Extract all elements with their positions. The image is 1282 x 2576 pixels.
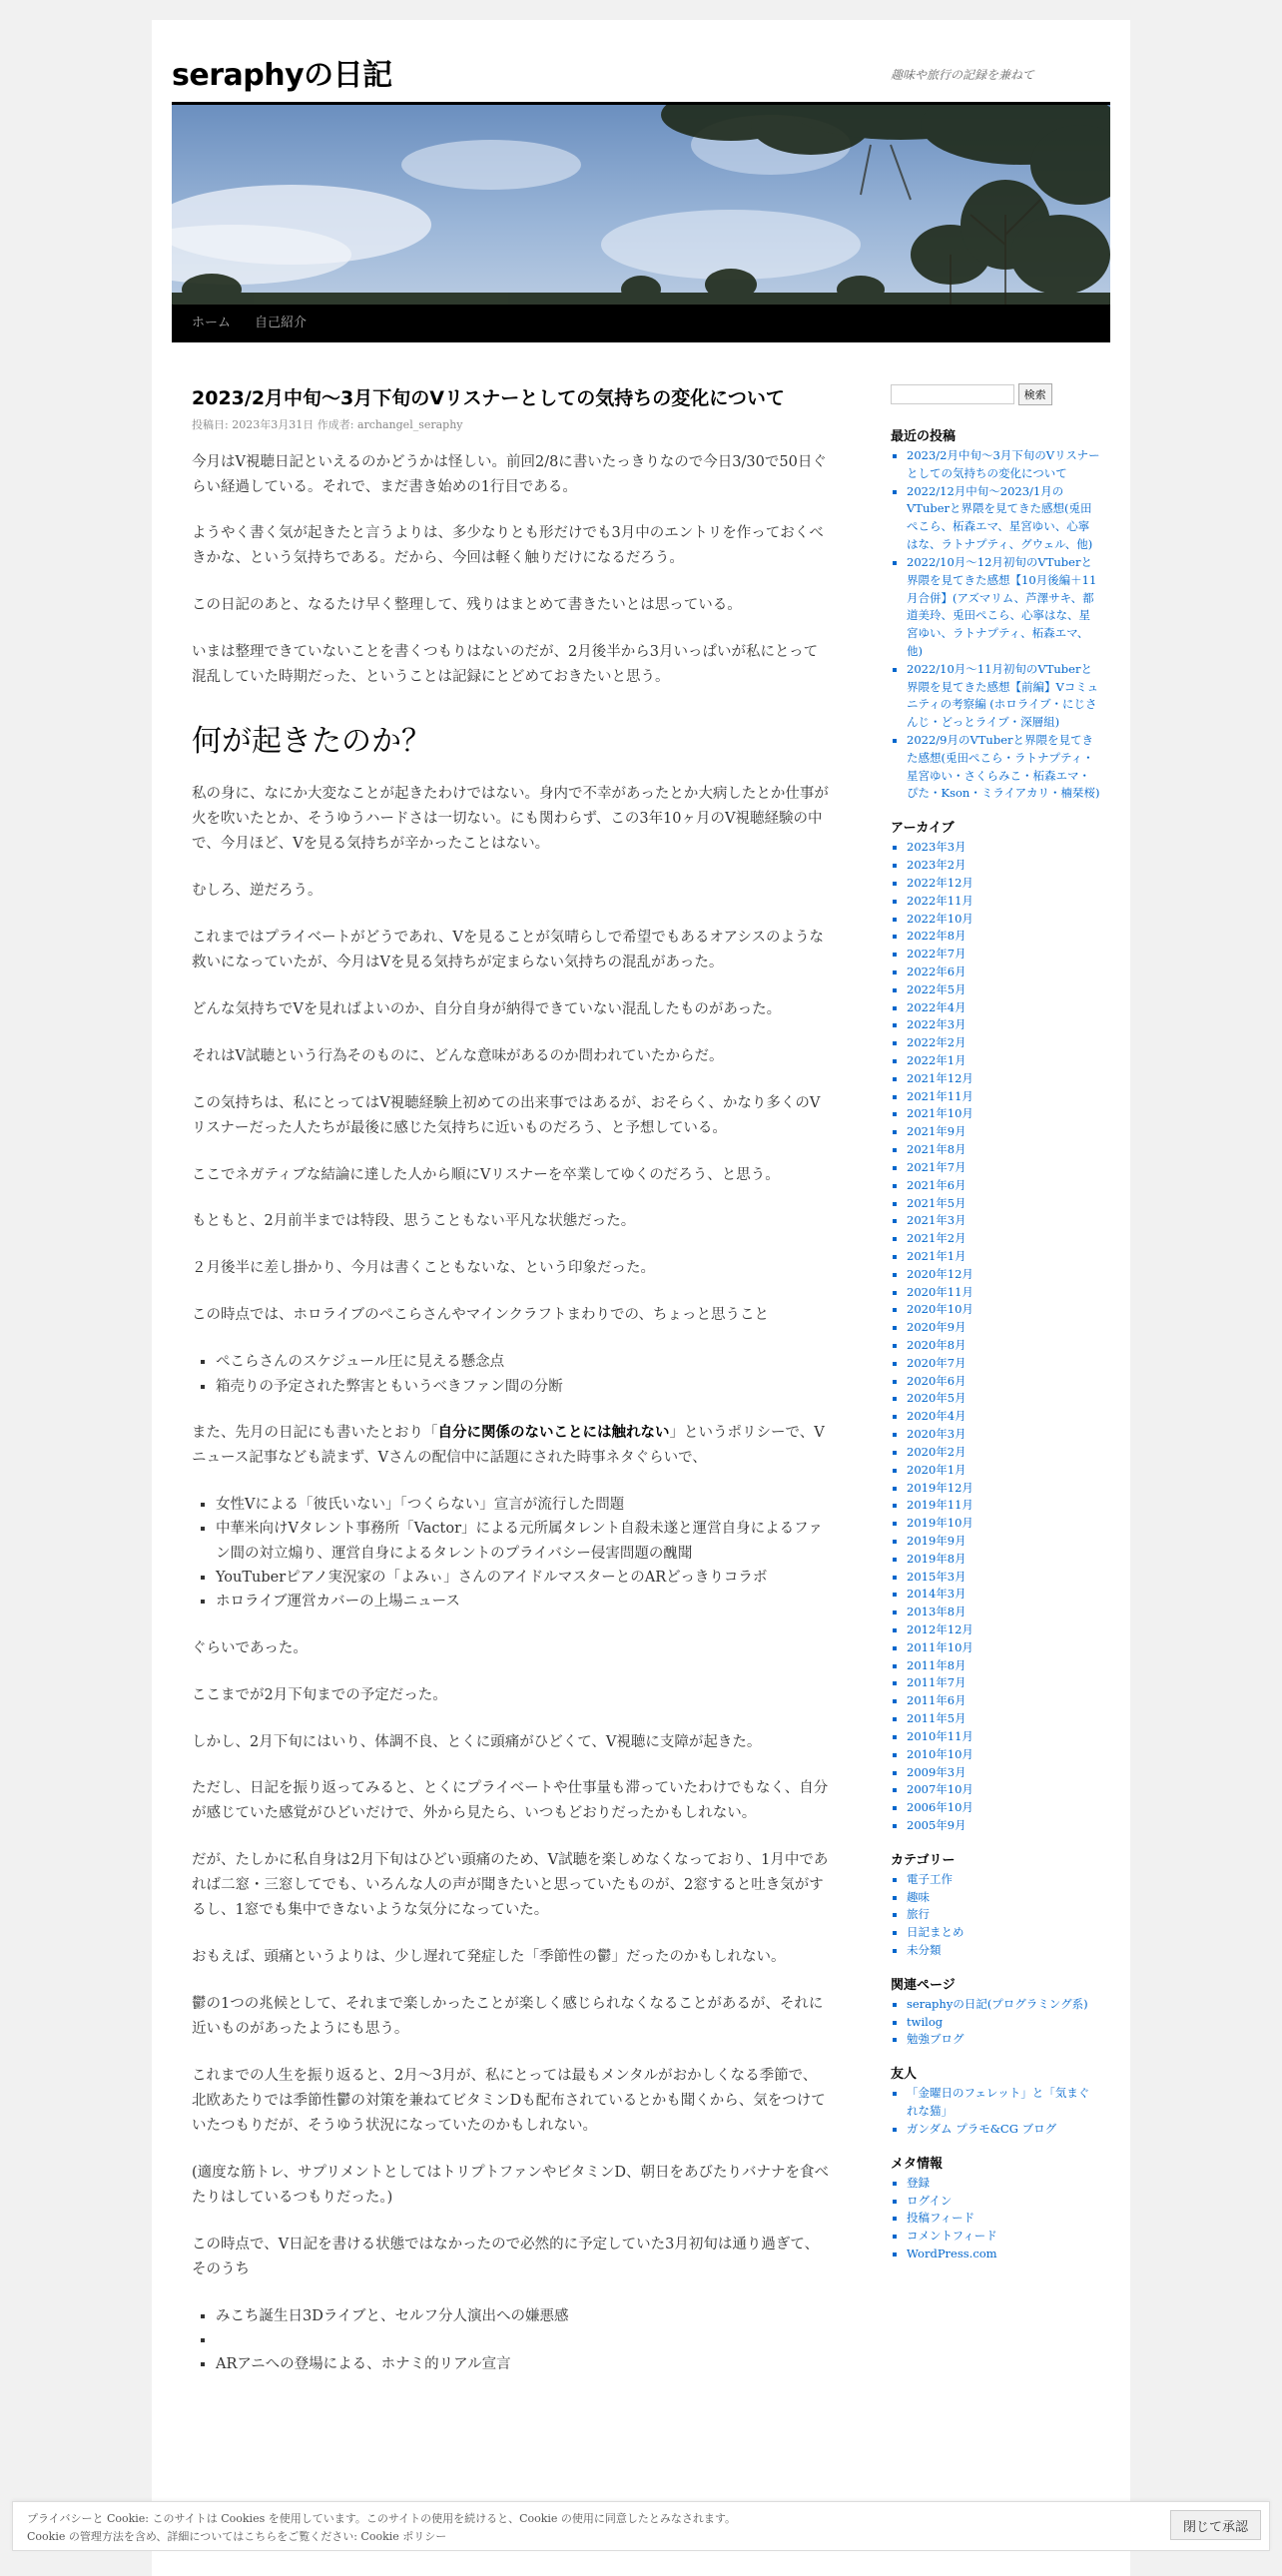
site-description: 趣味や旅行の記録を兼ねて xyxy=(891,68,1034,82)
archive-link[interactable]: 2022年2月 xyxy=(907,1035,966,1050)
archive-link[interactable]: 2021年7月 xyxy=(907,1159,966,1174)
archive-link[interactable]: 2010年10月 xyxy=(907,1746,973,1761)
paragraph: ただし、日記を振り返ってみると、とくにプライベートや仕事量も滞っていたわけでもなく、自分が感じていた感覚がひどいだけで、外から見たら、いつもどおりだったかもしれない。 xyxy=(192,1780,829,1822)
paragraph: だが、たしかに私自身は2月下旬はひどい頭痛のため、V試聴を楽しめなくなっており、1月中であれば二窓・三窓してでも、いろんな人の声が聞きたいと思っていたものが、2窓すると吐き気がするし、1窓でも集中できないような気分になっていた。 xyxy=(192,1852,829,1919)
archive-link[interactable]: 2021年2月 xyxy=(907,1231,966,1246)
sidebar-list-item xyxy=(907,1799,1100,1817)
archive-link[interactable]: 2021年9月 xyxy=(907,1124,966,1139)
archive-link[interactable]: 2020年3月 xyxy=(907,1427,966,1442)
archive-link[interactable]: 2021年10月 xyxy=(907,1106,973,1121)
archive-link[interactable]: 2022年4月 xyxy=(907,999,966,1014)
search-input[interactable] xyxy=(891,384,1014,404)
cookie-line-2 xyxy=(27,2528,1025,2546)
sidebar-list-item xyxy=(907,1195,1100,1213)
archive-link[interactable]: 2021年3月 xyxy=(907,1213,966,1228)
sidebar-list-item xyxy=(907,1462,1100,1480)
archive-link[interactable]: 2020年6月 xyxy=(907,1373,966,1388)
sidebar-list-item xyxy=(907,1497,1100,1515)
sidebar-list-item xyxy=(907,1337,1100,1355)
sidebar-list-item xyxy=(907,1248,1100,1266)
sidebar-list-item xyxy=(907,1781,1100,1799)
nav-home[interactable]: ホーム xyxy=(192,316,232,330)
list-item: ▪ YouTuberピアノ実況家の「よみぃ」さんのアイドルマスターとのARどっきりコラボ xyxy=(216,1566,831,1590)
archive-link[interactable]: 2021年6月 xyxy=(907,1177,966,1192)
sidebar-list-item xyxy=(907,1373,1100,1391)
emphasis-text: 自分に関係のないことには触れない xyxy=(437,1424,670,1441)
sidebar-list-item xyxy=(907,2175,1100,2193)
sidebar-list-item xyxy=(907,1533,1100,1551)
search-button[interactable]: 検索 xyxy=(1018,383,1052,405)
related-list xyxy=(891,1996,1100,2049)
sidebar-list-item xyxy=(907,1692,1100,1710)
archive-link[interactable]: 2022年1月 xyxy=(907,1053,966,1067)
paragraph: 鬱の1つの兆候として、それまで楽しかったことが楽しく感じられなくなることがあるが、それに近いものがあったようにも思う。 xyxy=(192,1996,824,2038)
recent-posts-widget xyxy=(891,425,1100,803)
sidebar-list-item xyxy=(907,999,1100,1017)
sidebar-list-item xyxy=(907,1141,1100,1159)
sidebar-list-item xyxy=(907,1284,1100,1302)
sidebar-list-item xyxy=(907,1906,1100,1924)
post-date-link[interactable]: 2023年3月31日 xyxy=(232,417,315,431)
header-image xyxy=(172,105,1110,305)
meta-link[interactable]: コメントフィード xyxy=(907,2229,997,2244)
sidebar-list-item xyxy=(907,875,1100,893)
archive-link[interactable]: 2022年12月 xyxy=(907,875,973,890)
recent-posts-list xyxy=(891,447,1100,803)
sidebar-list-item xyxy=(907,857,1100,875)
sidebar-list-item xyxy=(907,1355,1100,1373)
sidebar-list-item xyxy=(907,1586,1100,1604)
paragraph: 今月はV視聴日記といえるのかどうかは怪しい。前回2/8に書いたっきりなので今日3/30で50日ぐらい経過している。それで、まだ書き始めの1行目である。 xyxy=(192,453,827,495)
related-link[interactable]: 勉強ブログ xyxy=(907,2032,964,2047)
archive-link[interactable]: 2021年11月 xyxy=(907,1088,973,1103)
list-item: ▪ 箱売りの予定された弊害ともいうべきファン間の分断 xyxy=(216,1375,831,1399)
archive-link[interactable]: 2012年12月 xyxy=(907,1622,973,1636)
cookie-policy-link[interactable]: Cookie ポリシー xyxy=(360,2529,447,2543)
sidebar-list-item xyxy=(907,1301,1100,1319)
paragraph-text: また、先月の日記にも書いたとおり「 xyxy=(192,1425,438,1441)
categories-widget xyxy=(891,1849,1100,1960)
sidebar-list-item xyxy=(907,1230,1100,1248)
archive-link[interactable]: 2013年8月 xyxy=(907,1605,966,1619)
archive-link[interactable]: 2019年8月 xyxy=(907,1551,966,1566)
sidebar-list-item xyxy=(907,1621,1100,1639)
sidebar-list-item xyxy=(907,1728,1100,1746)
sidebar-list-item xyxy=(907,1480,1100,1498)
paragraph: この時点では、ホロライブのぺこらさんやマインクラフトまわりでの、ちょっと思うこと xyxy=(192,1307,769,1324)
post-meta-author-prefix: 作成者: xyxy=(317,417,354,431)
archive-link[interactable]: 2020年7月 xyxy=(907,1355,966,1370)
post-meta xyxy=(192,416,831,432)
sidebar-list-item xyxy=(907,483,1100,554)
sidebar-list-item xyxy=(907,2210,1100,2228)
site-title[interactable]: seraphyの日記 xyxy=(172,58,392,93)
archive-link[interactable]: 2020年4月 xyxy=(907,1409,966,1424)
meta-link[interactable]: WordPress.com xyxy=(907,2246,997,2260)
recent-post-link[interactable]: 2022/10月～12月初旬のVTuberと界隈を見てきた感想【10月後編＋11月合併】(アズマリム、芦澤サキ、都道美玲、兎田ぺこら、心寧はな、星宮ゆい、ラトナプティ、柘森エマ、他) xyxy=(907,554,1097,658)
sidebar-list-item xyxy=(907,1674,1100,1692)
archive-link[interactable]: 2021年12月 xyxy=(907,1070,973,1085)
archive-link[interactable]: 2022年6月 xyxy=(907,964,966,978)
archive-link[interactable]: 2019年12月 xyxy=(907,1480,973,1495)
paragraph-text: 」というポリシーで、Vニュース記事なども読まず、Vさんの配信中に話題にされた時事ネタぐらいで、 xyxy=(192,1425,825,1466)
sidebar-list-item xyxy=(907,893,1100,911)
related-link[interactable]: seraphyの日記(プログラミング系) xyxy=(907,1996,1088,2011)
sidebar-list-item xyxy=(907,1212,1100,1230)
post-body xyxy=(192,450,831,2377)
paragraph: ここでネガティブな結論に達した人から順にVリスナーを卒業してゆくのだろう、と思う。 xyxy=(192,1166,780,1183)
recent-post-link[interactable]: 2022/10月～11月初旬のVTuberと界隈を見てきた感想【前編】Vコミュニティの考察編 (ホロライブ・にじさんじ・どっとライブ・深層組) xyxy=(907,661,1099,730)
sidebar-list-item xyxy=(907,2031,1100,2049)
list-item xyxy=(216,2328,831,2352)
sidebar-list-item xyxy=(907,928,1100,946)
paragraph: ２月後半に差し掛かり、今月は書くこともないな、という印象だった。 xyxy=(192,1260,655,1277)
archive-link[interactable]: 2011年8月 xyxy=(907,1657,966,1672)
sidebar-list-item xyxy=(907,1177,1100,1195)
sidebar-list-item xyxy=(907,1764,1100,1782)
paragraph: (適度な筋トレ、サプリメントとしてはトリプトファンやビタミンD、朝日をあびたりバナナを食べたりはしているつもりだった。) xyxy=(192,2164,830,2206)
sidebar xyxy=(891,383,1100,2277)
recent-post-link[interactable]: 2023/2月中旬～3月下旬のVリスナーとしての気持ちの変化について xyxy=(907,448,1100,480)
category-link[interactable]: 電子工作 xyxy=(907,1871,953,1886)
list-item: ▪ 女性Vによる「彼氏いない」「つくらない」宣言が流行した問題 xyxy=(216,1493,831,1517)
sidebar-list-item xyxy=(907,1515,1100,1533)
archive-link[interactable]: 2020年8月 xyxy=(907,1338,966,1352)
sidebar-list-item xyxy=(907,1052,1100,1070)
main-content xyxy=(192,385,831,2399)
friends-title: 友人 xyxy=(891,2067,918,2083)
category-link[interactable]: 未分類 xyxy=(907,1943,942,1957)
sidebar-list-item xyxy=(907,447,1100,483)
bullet-list xyxy=(192,1350,831,1399)
category-link[interactable]: 旅行 xyxy=(907,1907,930,1922)
sidebar-list-item xyxy=(907,1996,1100,2014)
paragraph: それはV試聴という行為そのものに、どんな意味があるのか問われていたからだ。 xyxy=(192,1047,724,1064)
cookie-line-2-text: Cookie の管理方法を含め、詳細についてはこちらをご覧ください: xyxy=(27,2529,357,2543)
sidebar-list-item xyxy=(907,1034,1100,1052)
meta-link[interactable]: 投稿フィード xyxy=(907,2211,975,2226)
archive-link[interactable]: 2020年11月 xyxy=(907,1284,973,1299)
archives-widget xyxy=(891,817,1100,1835)
paragraph: しかし、2月下旬にはいり、体調不良、とくに頭痛がひどくて、V視聴に支障が起きた。 xyxy=(192,1733,762,1750)
sidebar-list-item xyxy=(907,2085,1100,2121)
paragraph: これまではプライベートがどうであれ、Vを見ることが気晴らしで希望でもあるオアシスのような救いになっていたが、今月はVを見る気持ちが定まらない気持ちの混乱があった。 xyxy=(192,929,824,970)
paragraph: どんな気持ちでVを見ればよいのか、自分自身が納得できていない混乱したものがあった。 xyxy=(192,1000,782,1017)
paragraph xyxy=(192,1421,831,1471)
bullet-list xyxy=(192,1493,831,1614)
categories-title: カテゴリー xyxy=(891,1852,956,1868)
sidebar-list-item xyxy=(907,2193,1100,2211)
sidebar-list-item xyxy=(907,1319,1100,1337)
archives-list xyxy=(891,839,1100,1835)
friend-link[interactable]: ガンダム プラモ&CG ブログ xyxy=(907,2121,1057,2136)
archive-link[interactable]: 2023年2月 xyxy=(907,858,966,873)
category-link[interactable]: 趣味 xyxy=(907,1889,930,1904)
cookie-line-1: プライバシーと Cookie: このサイトは Cookies を使用しています。このサイトの使用を続けると、Cookie の使用に同意したとみなされます。 xyxy=(27,2512,737,2525)
sidebar-list-item xyxy=(907,1710,1100,1728)
meta-widget xyxy=(891,2153,1100,2263)
nav-about[interactable]: 自己紹介 xyxy=(255,316,308,330)
sidebar-list-item xyxy=(907,1426,1100,1444)
paragraph: この時点で、V日記を書ける状態ではなかったので必然的に予定していた3月初旬は通り過ぎて、そのうち xyxy=(192,2236,820,2277)
meta-link[interactable]: 登録 xyxy=(907,2175,930,2190)
sidebar-list-item xyxy=(907,1266,1100,1284)
sidebar-list-item xyxy=(907,911,1100,929)
list-item: ▪ みこち誕生日3Dライブと、セルフ分人演出への嫌悪感 xyxy=(216,2304,831,2328)
sidebar-list-item xyxy=(907,2121,1100,2139)
archive-link[interactable]: 2022年11月 xyxy=(907,893,973,908)
archive-link[interactable]: 2020年9月 xyxy=(907,1320,966,1335)
related-title: 関連ページ xyxy=(891,1977,956,1993)
related-widget xyxy=(891,1974,1100,2049)
archive-link[interactable]: 2019年11月 xyxy=(907,1498,973,1513)
friends-widget xyxy=(891,2063,1100,2138)
sidebar-list-item xyxy=(907,1639,1100,1657)
archive-link[interactable]: 2022年5月 xyxy=(907,981,966,996)
sidebar-list-item xyxy=(907,1871,1100,1889)
archive-link[interactable]: 2015年3月 xyxy=(907,1569,966,1584)
paragraph: ぐらいであった。 xyxy=(192,1639,308,1656)
paragraph: ここまでが2月下旬までの予定だった。 xyxy=(192,1686,447,1703)
list-item: ▪ ARアニへの登場による、ホナミ的リアル宣言 xyxy=(216,2352,831,2376)
paragraph: もともと、2月前半までは特段、思うこともない平凡な状態だった。 xyxy=(192,1213,636,1230)
archive-link[interactable]: 2021年5月 xyxy=(907,1195,966,1210)
paragraph: むしろ、逆だろう。 xyxy=(192,882,322,899)
sidebar-list-item xyxy=(907,839,1100,857)
archive-link[interactable]: 2020年2月 xyxy=(907,1444,966,1459)
categories-list xyxy=(891,1871,1100,1960)
archive-link[interactable]: 2019年9月 xyxy=(907,1533,966,1548)
sidebar-list-item xyxy=(907,1123,1100,1141)
meta-link[interactable]: ログイン xyxy=(907,2193,953,2208)
archive-link[interactable]: 2006年10月 xyxy=(907,1800,973,1815)
archive-link[interactable]: 2022年7月 xyxy=(907,947,966,962)
paragraph: この日記のあと、なるたけ早く整理して、残りはまとめて書きたいとは思っている。 xyxy=(192,597,742,614)
archive-link[interactable]: 2020年12月 xyxy=(907,1266,973,1281)
meta-list xyxy=(891,2175,1100,2263)
sidebar-list-item xyxy=(907,2228,1100,2246)
archive-link[interactable]: 2010年11月 xyxy=(907,1728,973,1743)
paragraph: ようやく書く気が起きたと言うよりは、多少なりとも形だけでも3月中のエントリを作っておくべきかな、という気持ちである。だから、今回は軽く触りだけになるだろう。 xyxy=(192,525,824,567)
cookie-accept-button[interactable]: 閉じて承認 xyxy=(1170,2510,1261,2540)
meta-title: メタ情報 xyxy=(891,2156,944,2172)
post-author-link[interactable]: archangel_seraphy xyxy=(356,417,463,431)
sidebar-list-item xyxy=(907,1569,1100,1587)
bullet-list xyxy=(192,2304,831,2377)
archive-link[interactable]: 2011年5月 xyxy=(907,1711,966,1726)
sidebar-list-item xyxy=(907,2246,1100,2263)
archive-link[interactable]: 2020年1月 xyxy=(907,1462,966,1477)
list-item: ▪ 中華米向けVタレント事務所「Vactor」による元所属タレント自殺未遂と運営自身によるファン間の対立煽り、運営自身によるタレントのプライバシー侵害問題の醜聞 xyxy=(216,1517,831,1566)
sidebar-list-item xyxy=(907,1657,1100,1675)
search-form xyxy=(891,383,1100,407)
archive-link[interactable]: 2011年10月 xyxy=(907,1639,973,1654)
paragraph: いまは整理できていないことを書くつもりはないのだが、2月後半から3月いっぱいが私にとって混乱していた時期だった、ということは記録にとどめておきたいと思う。 xyxy=(192,644,819,686)
related-link[interactable]: twilog xyxy=(907,2014,944,2029)
main-nav xyxy=(172,305,1110,342)
archive-link[interactable]: 2023年3月 xyxy=(907,840,966,855)
cookie-text xyxy=(27,2510,1025,2545)
sidebar-list-item xyxy=(907,1889,1100,1907)
sidebar-list-item xyxy=(907,661,1100,732)
list-item: ▪ ぺこらさんのスケジュール圧に見える懸念点 xyxy=(216,1350,831,1374)
sidebar-list-item xyxy=(907,1746,1100,1764)
sidebar-list-item xyxy=(907,1924,1100,1942)
sidebar-list-item xyxy=(907,554,1100,661)
archive-link[interactable]: 2011年6月 xyxy=(907,1693,966,1708)
paragraph: おもえば、頭痛というよりは、少し遅れて発症した「季節性の鬱」だったのかもしれない。 xyxy=(192,1949,786,1966)
recent-post-link[interactable]: 2022/9月のVTuberと界隈を見てきた感想(兎田ぺこら・ラトナプティ・星宮ゆい・さくらみこ・柘森エマ・ぴた・Kson・ミライアカリ・楠栞桜) xyxy=(907,733,1100,801)
friend-link[interactable]: 「金曜日のフェレット」と「気まぐれな猫」 xyxy=(907,2086,1090,2119)
archive-link[interactable]: 2007年10月 xyxy=(907,1782,973,1797)
sidebar-list-item xyxy=(907,1088,1100,1106)
archive-link[interactable]: 2014年3月 xyxy=(907,1587,966,1602)
sidebar-list-item xyxy=(907,1551,1100,1569)
archive-link[interactable]: 2019年10月 xyxy=(907,1516,973,1531)
sidebar-list-item xyxy=(907,1016,1100,1034)
recent-post-link[interactable]: 2022/12月中旬～2023/1月のVTuberと界隈を見てきた感想(兎田ぺこら、柘森エマ、星宮ゆい、心寧はな、ラトナプティ、グウェル、他) xyxy=(907,483,1093,552)
sidebar-list-item xyxy=(907,1942,1100,1960)
sidebar-list-item xyxy=(907,946,1100,964)
sidebar-list-item xyxy=(907,1408,1100,1426)
sidebar-list-item xyxy=(907,732,1100,803)
sidebar-list-item xyxy=(907,1159,1100,1177)
archive-link[interactable]: 2005年9月 xyxy=(907,1817,966,1832)
archive-link[interactable]: 2022年3月 xyxy=(907,1017,966,1032)
recent-posts-title: 最近の投稿 xyxy=(891,429,957,444)
friends-list xyxy=(891,2085,1100,2138)
archive-link[interactable]: 2022年8月 xyxy=(907,929,966,944)
category-link[interactable]: 日記まとめ xyxy=(907,1925,964,1940)
section-heading: 何が起きたのか？ xyxy=(192,724,431,760)
paragraph: 私の身に、なにか大変なことが起きたわけではない。身内で不幸があったとか大病したとか仕事が火を吹いたとか、そうゆうハードさは一切ない。にも関わらず、この3年10ヶ月のV視聴経験の中で、今月ほど、Vを見る気持ちが辛かったことはない。 xyxy=(192,786,829,853)
archive-link[interactable]: 2021年1月 xyxy=(907,1248,966,1263)
cookie-banner xyxy=(12,2501,1270,2551)
archive-link[interactable]: 2020年10月 xyxy=(907,1302,973,1317)
post-meta-prefix: 投稿日: xyxy=(192,417,229,431)
post-title[interactable]: 2023/2月中旬～3月下旬のVリスナーとしての気持ちの変化について xyxy=(192,387,785,409)
archive-link[interactable]: 2021年8月 xyxy=(907,1142,966,1157)
paragraph: これまでの人生を振り返ると、2月～3月が、私にとっては最もメンタルがおかしくなる季節で、北欧あたりでは季節性鬱の対策を兼ねてビタミンDも配布されているとかも聞くから、気をつけていたつもりだが、そうゆう状況になっていたのかもしれない。 xyxy=(192,2067,826,2134)
sidebar-list-item xyxy=(907,1604,1100,1621)
list-item: ▪ ホロライブ運営カバーの上場ニュース xyxy=(216,1590,831,1613)
sidebar-list-item xyxy=(907,1105,1100,1123)
sidebar-list-item xyxy=(907,2014,1100,2032)
sidebar-list-item xyxy=(907,964,1100,981)
sidebar-list-item xyxy=(907,1390,1100,1408)
archive-link[interactable]: 2011年7月 xyxy=(907,1675,966,1690)
archives-title: アーカイブ xyxy=(891,821,955,837)
sidebar-list-item xyxy=(907,1444,1100,1462)
page-wrapper xyxy=(152,20,1130,2576)
archive-link[interactable]: 2022年10月 xyxy=(907,911,973,926)
sidebar-list-item xyxy=(907,1817,1100,1835)
archive-link[interactable]: 2020年5月 xyxy=(907,1391,966,1406)
archive-link[interactable]: 2009年3月 xyxy=(907,1764,966,1779)
paragraph: この気持ちは、私にとってはV視聴経験上初めての出来事ではあるが、おそらく、かなり多くのVリスナーだった人たちが最後に感じた気持ちに近いものだろう、と予想している。 xyxy=(192,1094,821,1136)
sidebar-list-item xyxy=(907,1070,1100,1088)
sidebar-list-item xyxy=(907,981,1100,999)
